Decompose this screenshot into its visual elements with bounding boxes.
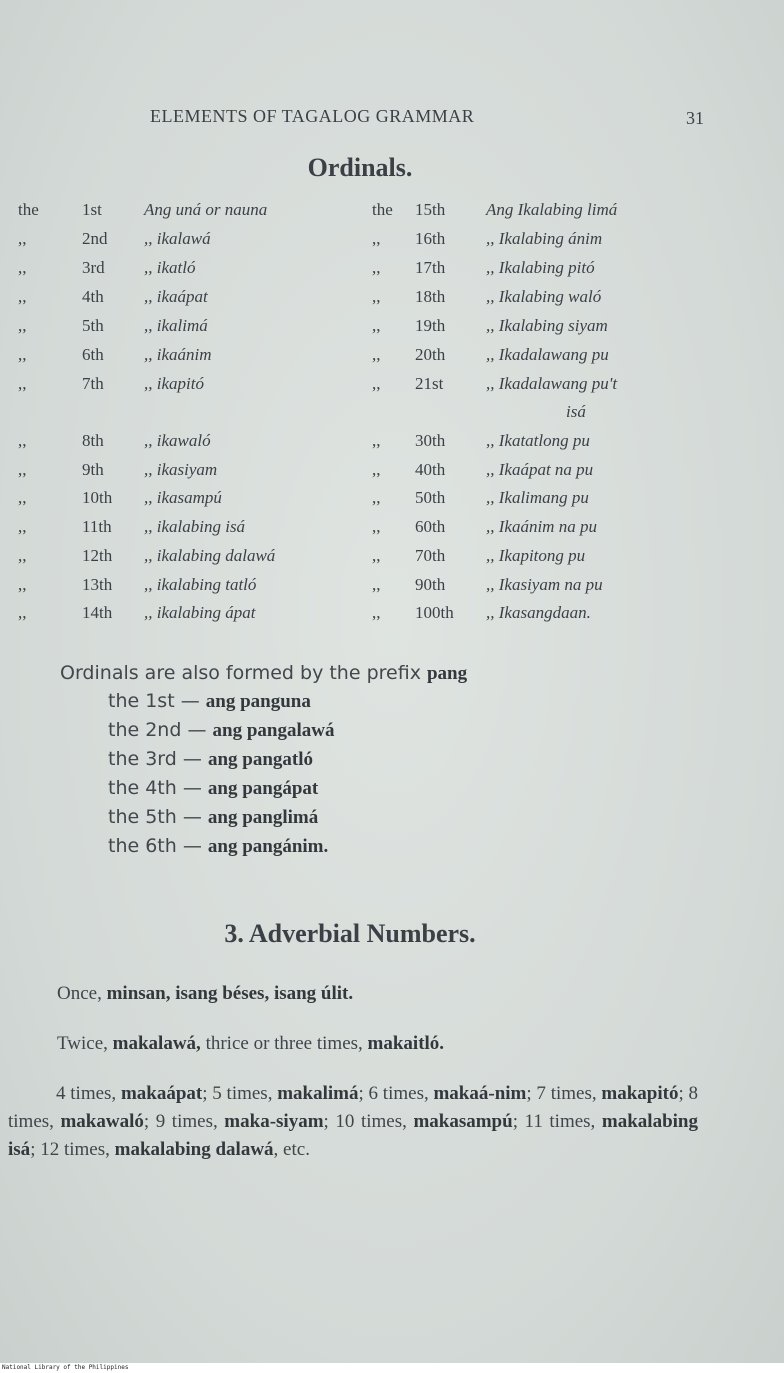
- list-item: [108, 690, 334, 719]
- prefix-word: ang pangatló: [207, 749, 313, 770]
- list-item: [108, 806, 334, 835]
- ordinal-word-2: ,, Ikaánim na pu: [486, 517, 597, 536]
- prefix-num: the 3rd —: [108, 748, 202, 770]
- ordinal-word-2: ,, Ikatatlong pu: [486, 431, 590, 450]
- para-twice-text-a: Twice,: [57, 1033, 113, 1054]
- ordinal-word-2: ,, Ikalabing waló: [486, 287, 602, 306]
- ordinal-prefix: ,,: [18, 460, 27, 479]
- ordinal-number-2: 17th: [415, 258, 446, 277]
- table-row: [0, 488, 784, 516]
- ordinal-number: 1st: [82, 200, 102, 219]
- para-twice-text-c: thrice or three times,: [200, 1033, 368, 1054]
- prefix-word: ang pangalawá: [212, 720, 335, 741]
- ordinal-prefix-2: ,,: [372, 374, 381, 393]
- ordinal-word: ,, ikasampú: [144, 488, 222, 507]
- ordinal-prefix: ,,: [18, 316, 27, 335]
- ordinal-number: 10th: [82, 488, 113, 507]
- ordinal-word-2: ,, Ikasangdaan.: [486, 603, 591, 622]
- ordinal-word: ,, ikaápat: [144, 287, 208, 306]
- ordinal-prefix: ,,: [18, 546, 27, 565]
- ordinal-prefix: ,,: [18, 258, 27, 277]
- prefix-num: the 1st —: [108, 690, 200, 712]
- ordinal-word-2: ,, Ikalabing pitó: [486, 258, 595, 277]
- para-times-text: , etc.: [273, 1139, 310, 1160]
- table-row: [0, 575, 784, 603]
- ordinal-number-2: 15th: [415, 200, 446, 219]
- list-item: [108, 719, 334, 748]
- para-times-bold: makalabing dalawá: [114, 1139, 274, 1160]
- ordinal-word: ,, ikalabing dalawá: [144, 546, 276, 565]
- ordinal-number-2: 70th: [415, 546, 446, 565]
- ordinal-prefix-2: ,,: [372, 546, 381, 565]
- ordinal-number-2: 30th: [415, 431, 446, 450]
- ordinal-word: ,, ikalabing isá: [144, 517, 246, 536]
- ordinal-word: ,, ikalimá: [144, 316, 208, 335]
- prefix-num: the 6th —: [108, 835, 202, 857]
- ordinal-word: ,, ikatló: [144, 258, 196, 277]
- table-row: [0, 316, 784, 344]
- para-once-bold: minsan, isang béses, isang úlit.: [106, 983, 354, 1004]
- table-row: [0, 345, 784, 373]
- ordinal-word-2: ,, Ikapitong pu: [486, 546, 586, 565]
- ordinal-word: ,, ikasiyam: [144, 460, 218, 479]
- para-times-text: ; 6 times,: [358, 1083, 434, 1104]
- ordinal-prefix-2: ,,: [372, 575, 381, 594]
- para-times-bold: maka-siyam: [224, 1111, 324, 1132]
- ordinal-number: 3rd: [82, 258, 105, 277]
- ordinal-word-2: Ang Ikalabing limá: [486, 200, 618, 219]
- ordinal-number: 12th: [82, 546, 113, 565]
- para-times-text: 4 times,: [56, 1083, 121, 1104]
- ordinal-prefix: the: [18, 200, 39, 219]
- ordinal-word: ,, ikalawá: [144, 229, 211, 248]
- table-row: [0, 200, 784, 228]
- ordinal-number-2: 19th: [415, 316, 446, 335]
- paragraph-once: [57, 980, 747, 1008]
- ordinal-number: 7th: [82, 374, 104, 393]
- list-item: [108, 835, 334, 864]
- ordinal-word: ,, ikawaló: [144, 431, 211, 450]
- running-title: ELEMENTS OF TAGALOG GRAMMAR: [150, 106, 475, 126]
- ordinal-prefix: ,,: [18, 603, 27, 622]
- para-twice-bold-b: makalawá,: [112, 1033, 201, 1054]
- ordinal-prefix-2: ,,: [372, 517, 381, 536]
- prefix-intro: [60, 662, 467, 685]
- table-row: [0, 546, 784, 574]
- para-times-text: ; 7 times,: [526, 1083, 602, 1104]
- ordinal-word-2: ,, Ikalabing ánim: [486, 229, 603, 248]
- ordinals-title: Ordinals.: [307, 153, 413, 182]
- section-title-adverbial: 3. Adverbial Numbers.: [224, 919, 476, 948]
- para-twice-bold-d: makaitló.: [367, 1033, 445, 1054]
- table-row: [0, 517, 784, 545]
- ordinal-prefix-2: ,,: [372, 603, 381, 622]
- table-row: [0, 431, 784, 459]
- table-row: [0, 460, 784, 488]
- ordinal-prefix-2: ,,: [372, 431, 381, 450]
- ordinal-number-2: 50th: [415, 488, 446, 507]
- paragraph-twice: [57, 1030, 747, 1058]
- ordinal-number: 4th: [82, 287, 104, 306]
- ordinal-number: 6th: [82, 345, 104, 364]
- ordinal-prefix-2: ,,: [372, 258, 381, 277]
- table-row: [0, 287, 784, 315]
- table-row: [0, 229, 784, 257]
- ordinal-prefix-2: ,,: [372, 345, 381, 364]
- para-times-text: ; 10 times,: [323, 1111, 414, 1132]
- ordinal-number: 8th: [82, 431, 104, 450]
- ordinal-word: ,, ikapitó: [144, 374, 204, 393]
- prefix-num: the 4th —: [108, 777, 202, 799]
- list-item: [108, 777, 334, 806]
- para-times-text: ; 9 times,: [143, 1111, 225, 1132]
- list-item: [108, 748, 334, 777]
- para-times-bold: makawaló: [60, 1111, 144, 1132]
- ordinal-number-2: 100th: [415, 603, 454, 622]
- ordinal-number-2: 20th: [415, 345, 446, 364]
- para-times-bold: makalabing isá: [8, 1111, 698, 1160]
- ordinal-word-2: ,, Ikadalawang pu't: [486, 374, 618, 393]
- ordinal-prefix-2: the: [372, 200, 393, 219]
- ordinal-prefix: ,,: [18, 431, 27, 450]
- table-row: [0, 603, 784, 631]
- footer-credit: National Library of the Philippines: [2, 1364, 129, 1371]
- ordinal-prefix: ,,: [18, 345, 27, 364]
- ordinal-prefix-2: ,,: [372, 460, 381, 479]
- para-times-text: ; 8 times,: [8, 1083, 698, 1132]
- page-number: 31: [686, 108, 704, 128]
- ordinals-table: [0, 196, 784, 636]
- ordinal-number: 14th: [82, 603, 113, 622]
- ordinal-word-2: ,, Ikadalawang pu: [486, 345, 609, 364]
- ordinal-word: Ang uná or nauna: [144, 200, 268, 219]
- ordinal-number-2: 16th: [415, 229, 446, 248]
- ordinal-prefix: ,,: [18, 229, 27, 248]
- ordinal-prefix: ,,: [18, 517, 27, 536]
- prefix-num: the 2nd —: [108, 719, 207, 741]
- ordinal-prefix: ,,: [18, 374, 27, 393]
- ordinal-word-2: ,, Ikalimang pu: [486, 488, 589, 507]
- ordinal-number: 2nd: [82, 229, 108, 248]
- prefix-word: ang pangánim.: [207, 836, 329, 857]
- ordinal-number: 5th: [82, 316, 104, 335]
- ordinal-word: ,, ikalabing tatló: [144, 575, 257, 594]
- prefix-word: ang pangápat: [207, 778, 319, 799]
- para-times-text: ; 5 times,: [202, 1083, 278, 1104]
- ordinal-number-2: 21st: [415, 374, 444, 393]
- table-row: [0, 258, 784, 286]
- ordinal-prefix-2: ,,: [372, 229, 381, 248]
- para-times-text: ; 12 times,: [30, 1139, 115, 1160]
- para-times-bold: makalimá: [277, 1083, 359, 1104]
- ordinal-word-2: ,, Ikasiyam na pu: [486, 575, 603, 594]
- para-times-bold: makasampú: [413, 1111, 513, 1132]
- ordinal-number: 11th: [82, 517, 112, 536]
- prefix-word: ang panguna: [205, 691, 311, 712]
- prefix-intro-text: Ordinals are also formed by the prefix: [60, 662, 421, 684]
- ordinal-number-2: 60th: [415, 517, 446, 536]
- prefix-num: the 5th —: [108, 806, 202, 828]
- ordinal-prefix-2: ,,: [372, 287, 381, 306]
- prefix-intro-bold: pang: [426, 663, 468, 684]
- ordinal-word: ,, ikaánim: [144, 345, 212, 364]
- prefix-list: [108, 690, 334, 864]
- ordinal-number-2: 90th: [415, 575, 446, 594]
- ordinal-number-2: 18th: [415, 287, 446, 306]
- ordinal-number-2: 40th: [415, 460, 446, 479]
- para-times-bold: makaápat: [120, 1083, 203, 1104]
- para-times-bold: makaá-nim: [433, 1083, 527, 1104]
- ordinal-word-2: ,, Ikaápat na pu: [486, 460, 594, 479]
- ordinal-word: ,, ikalabing ápat: [144, 603, 256, 622]
- ordinal-prefix-2: ,,: [372, 316, 381, 335]
- ordinal-number: 9th: [82, 460, 104, 479]
- ordinal-prefix: ,,: [18, 575, 27, 594]
- paragraph-times: [8, 1080, 698, 1164]
- para-times-text: ; 11 times,: [512, 1111, 602, 1132]
- ordinal-prefix: ,,: [18, 287, 27, 306]
- prefix-word: ang panglimá: [207, 807, 319, 828]
- table-row: [0, 374, 784, 402]
- ordinal-prefix-2: ,,: [372, 488, 381, 507]
- ordinal-number: 13th: [82, 575, 113, 594]
- ordinal-prefix: ,,: [18, 488, 27, 507]
- ordinal-word-2: ,, Ikalabing siyam: [486, 316, 608, 335]
- ordinal-word-continuation: isá: [566, 402, 586, 421]
- para-once-text: Once,: [57, 983, 107, 1004]
- para-times-bold: makapitó: [601, 1083, 679, 1104]
